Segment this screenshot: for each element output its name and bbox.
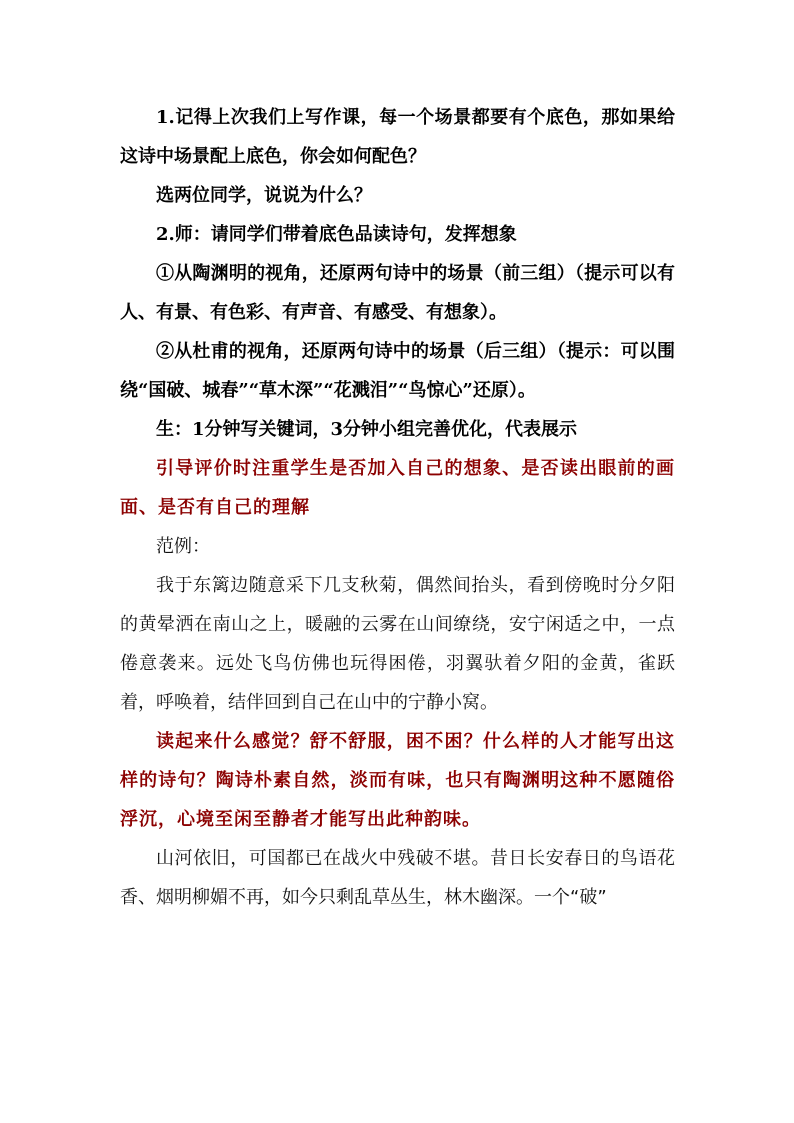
paragraph-evaluation-note: 引导评价时注重学生是否加入自己的想象、是否读出眼前的画面、是否有自己的理解 <box>120 458 675 518</box>
paragraph-question-1: 1.记得上次我们上写作课，每一个场景都要有个底色，那如果给这诗中场景配上底色，你会如何配色？ <box>120 107 675 167</box>
paragraph-example-text: 我于东篱边随意采下几支秋菊，偶然间抬头，看到傍晚时分夕阳的黄晕洒在南山之上，暖融的云雾在山间缭绕，安宁闲适之中，一点倦意袭来。远处飞鸟仿佛也玩得困倦，羽翼驮着夕阳的金黄，雀跃着，呼唤着，结伴回到自己在山中的宁静小窝。 <box>120 575 675 713</box>
paragraph-du-example: 山河依旧，可国都已在战火中残破不堪。昔日长安春日的鸟语花香、烟明柳媚不再，如今只剩乱草丛生，林木幽深。一个“破” <box>120 848 675 908</box>
paragraph-tao-perspective: ①从陶渊明的视角，还原两句诗中的场景（前三组）（提示可以有人、有景、有色彩、有声音、有感受、有想象）。 <box>120 263 675 323</box>
paragraph-example-label: 范例： <box>156 536 210 557</box>
paragraph-du-perspective: ②从杜甫的视角，还原两句诗中的场景（后三组）（提示：可以围绕“国破、城春”“草木深”“花溅泪”“鸟惊心”还原）。 <box>120 341 675 401</box>
document-body <box>120 98 675 917</box>
paragraph-student-task: 生：1分钟写关键词，3分钟小组完善优化，代表展示 <box>156 419 578 440</box>
paragraph-reading-reflection: 读起来什么感觉？舒不舒服，困不困？什么样的人才能写出这样的诗句？陶诗朴素自然，淡而有味，也只有陶渊明这种不愿随俗浮沉，心境至闲至静者才能写出此种韵味。 <box>120 731 675 830</box>
paragraph-choose-students: 选两位同学，说说为什么？ <box>156 185 372 206</box>
paragraph-teacher-instruction: 2.师：请同学们带着底色品读诗句，发挥想象 <box>156 224 517 245</box>
